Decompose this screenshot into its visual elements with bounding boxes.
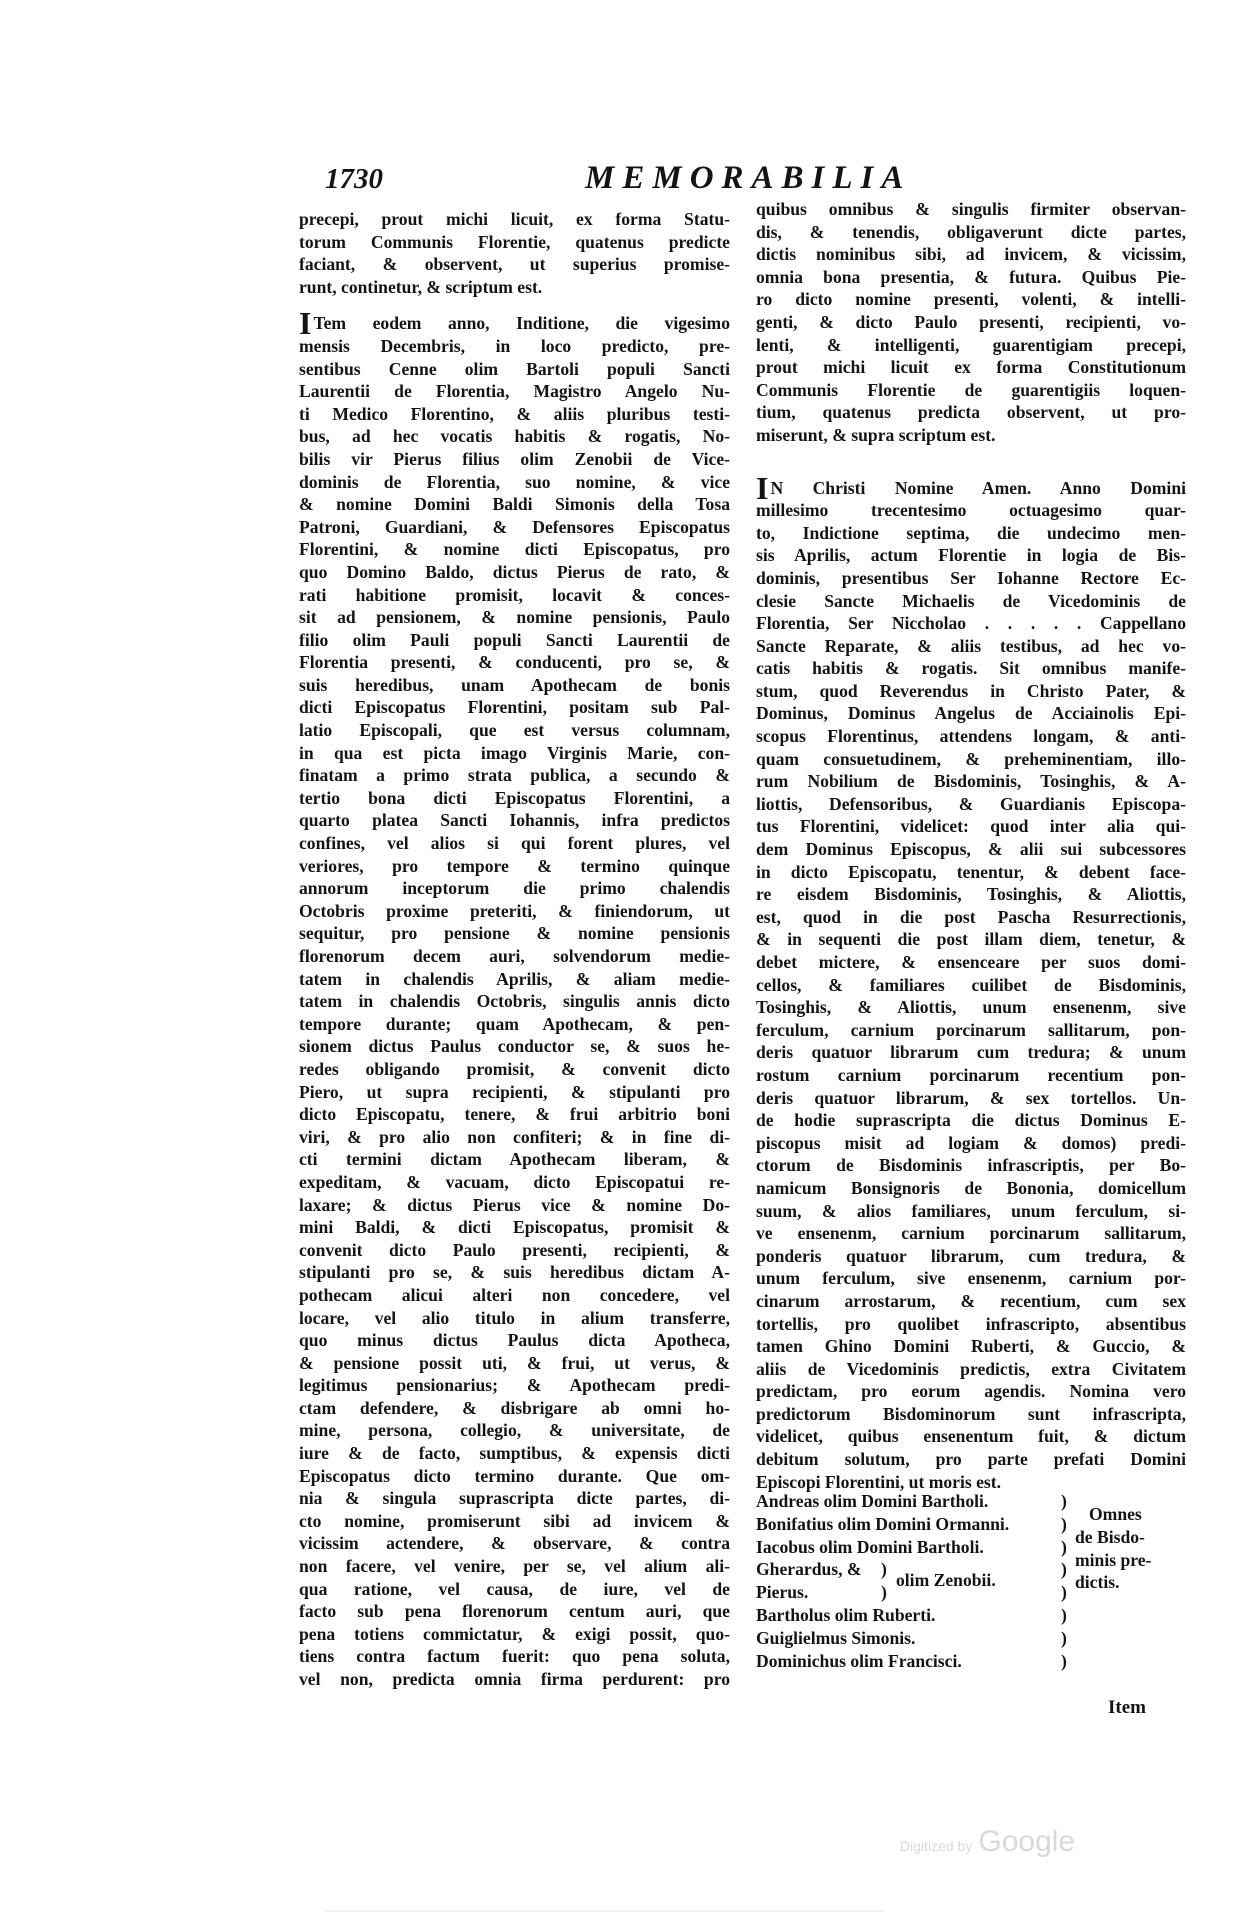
text-line: latio Episcopali, que est versus columnam,	[299, 720, 730, 741]
brace-glyph: )	[1061, 1513, 1067, 1534]
text-line: deris quatuor librarum, & sex tortellos. Un-	[756, 1087, 1186, 1108]
text-line: iure & de facto, sumptibus, & expensis dicti	[299, 1443, 730, 1464]
text-line: stipulanti pro se, & suis heredibus dictam A-	[299, 1262, 730, 1283]
name-row	[756, 1627, 1186, 1650]
drop-cap: I	[756, 469, 769, 506]
text-line: sentibus Cenne olim Bartoli populi Sancti	[299, 358, 730, 379]
text-line: stum, quod Reverendus in Christo Pater, &	[756, 680, 1186, 701]
text-line: tertio bona dicti Episcopatus Florentini, a	[299, 787, 730, 808]
text-line: Tem eodem anno, Inditione, die vigesimo	[313, 313, 730, 334]
text-line: pothecam alicui alteri non concedere, vel	[299, 1284, 730, 1305]
text-line: deris quatuor librarum cum tredura; & unum	[756, 1042, 1186, 1063]
text-line: & pensione possit uti, & frui, ut verus, &	[299, 1352, 730, 1373]
text-line: redes obligando promisit, & convenit dicto	[299, 1058, 730, 1079]
text-line: legitimus pensionarius; & Apothecam predi-	[299, 1375, 730, 1396]
text-line: ti Medico Florentino, & aliis pluribus testi-	[299, 403, 730, 424]
text-line: non facere, vel venire, per se, vel alium ali-	[299, 1556, 730, 1577]
text-line: nia & singula suprascripta dicte partes, di-	[299, 1488, 730, 1509]
text-line: Florentia, Ser Niccholao . . . . . Cappellano	[756, 613, 1186, 634]
text-line: filio olim Pauli populi Sancti Laurentii de	[299, 629, 730, 650]
text-line: convenit dicto Paulo presenti, recipienti, &	[299, 1239, 730, 1260]
text-line: sionem dictus Paulus conductor se, & suos he-	[299, 1036, 730, 1057]
text-line: sis Aprilis, actum Florentie in logia de Bis-	[756, 545, 1186, 566]
text-line: ctorum de Bisdominis infrascriptis, per Bo-	[756, 1155, 1186, 1176]
text-line: ferculum, carnium porcinarum sallitarum, pon-	[756, 1019, 1186, 1040]
text-line: pena totiens commictatur, & exigi possit, quo-	[299, 1623, 730, 1644]
text-line: tortellis, pro quolibet infrascripto, absentibus	[756, 1313, 1186, 1334]
text-line: & in sequenti die post illam diem, tenetur, &	[756, 929, 1186, 950]
text-line: Florentini, & nomine dicti Episcopatus, pro	[299, 539, 730, 560]
text-line: cellos, & familiares cuilibet de Bisdominis,	[756, 974, 1186, 995]
text-line: cto nomine, promiserunt sibi ad invicem &	[299, 1510, 730, 1531]
drop-cap: I	[299, 305, 312, 342]
note-line: Omnes	[1089, 1504, 1142, 1524]
text-line: N Christi Nomine Amen. Anno Domini	[770, 477, 1186, 498]
text-line: rostum carnium porcinarum recentium pon-	[756, 1064, 1186, 1085]
name-entry: Dominichus olim Francisci.	[756, 1650, 962, 1671]
text-line: annorum inceptorum die primo chalendis	[299, 878, 730, 899]
text-line: Episcopatus dicto termino durante. Que om-	[299, 1465, 730, 1486]
text-line: debet mictere, & ensenceare per suos domi-	[756, 952, 1186, 972]
catchword: Item	[1108, 1697, 1146, 1718]
text-line: liottis, Defensoribus, & Guardianis Episcopa-	[756, 793, 1186, 814]
text-line: quo Domino Baldo, dictus Pierus de rato, &	[299, 561, 730, 582]
brace-glyph: )	[881, 1559, 887, 1580]
text-line: Communis Florentie de guarentigiis loquen-	[756, 379, 1186, 400]
text-line: omnia bona presentia, & futura. Quibus Pie-	[756, 266, 1186, 287]
text-line: mine, persona, collegio, & universitate, de	[299, 1420, 730, 1441]
text-line: tamen Ghino Domini Ruberti, & Guccio, &	[756, 1336, 1186, 1357]
text-line: de hodie suprascripta die dictus Dominus E-	[756, 1110, 1186, 1131]
text-line: predictam, pro eorum agendis. Nomina vero	[756, 1381, 1186, 1402]
left-paragraph	[299, 305, 730, 1690]
text-line: ro dicto nomine presenti, volenti, & intelli-	[756, 289, 1186, 310]
left-continuation	[299, 208, 730, 298]
text-line: ctam defendere, & disbrigare ab omni ho-	[299, 1397, 730, 1418]
text-line: dicti Episcopatus Florentini, positam sub Pal-	[299, 697, 730, 718]
running-title: MEMORABILIA	[585, 160, 912, 196]
text-line: mensis Decembris, in loco predicto, pre-	[299, 335, 730, 356]
right-column	[756, 198, 1186, 1493]
text-line: quam consuetudinem, & preheminentiam, illo-	[756, 748, 1186, 769]
text-line: prout michi licuit ex forma Constitutionum	[756, 357, 1186, 378]
text-line: cti termini dictam Apothecam liberam, &	[299, 1149, 730, 1170]
text-line: scopus Florentinus, attendens longam, & anti-	[756, 726, 1186, 747]
text-line: florenorum decem auri, solvendorum medie-	[299, 946, 730, 966]
digitized-watermark	[900, 1825, 1075, 1859]
name-entry: Pierus.	[756, 1582, 809, 1603]
text-line: faciant, & observent, ut superius promise-	[299, 254, 730, 275]
text-line: vel non, predicta omnia firma perdurent: pro	[299, 1669, 730, 1689]
text-line: tium, quatenus predicta observent, ut pro-	[756, 402, 1186, 423]
text-line: Tosinghis, & Aliottis, unum ensenenm, sive	[756, 997, 1186, 1018]
text-line: clesie Sancte Michaelis de Vicedominis de	[756, 590, 1186, 611]
text-line: vicissim actendere, & observare, & contra	[299, 1533, 730, 1554]
text-line: Piero, ut supra recipienti, & stipulanti pro	[299, 1081, 730, 1102]
brace-glyph: )	[1061, 1627, 1067, 1648]
text-line: rum Nobilium de Bisdominis, Tosinghis, & A-	[756, 771, 1186, 792]
text-line: finatam a primo strata publica, a secundo &	[299, 765, 730, 786]
text-line: genti, & dicto Paulo presenti, recipienti, vo-	[756, 311, 1186, 332]
text-line: cinarum arrostarum, & recentium, cum sex	[756, 1290, 1186, 1311]
text-line: quo minus dictus Paulus dicta Apotheca,	[299, 1330, 730, 1351]
text-line: qua ratione, vel causa, de iure, vel de	[299, 1578, 730, 1599]
watermark-prefix: Digitized by	[900, 1838, 973, 1854]
name-entry: Gherardus, &	[756, 1559, 862, 1580]
text-line: Episcopi Florentini, ut moris est.	[756, 1471, 1002, 1492]
text-line: suis heredibus, unam Apothecam de bonis	[299, 674, 730, 695]
text-line: tus Florentini, videlicet: quod inter alia qui-	[756, 816, 1186, 837]
page-number: 1730	[325, 163, 383, 195]
note-line: dictis.	[1075, 1572, 1120, 1593]
left-column	[299, 208, 730, 1691]
text-line: laxare; & dictus Pierus vice & nomine Do-	[299, 1194, 730, 1215]
name-row	[756, 1650, 1186, 1673]
text-line: & nomine Domini Baldi Simonis della Tosa	[299, 494, 730, 515]
text-line: veriores, pro tempore & termino quinque	[299, 855, 730, 876]
text-line: quarto platea Sancti Iohannis, infra predictos	[299, 810, 730, 831]
text-line: lenti, & intelligenti, guarentigiam precepi,	[756, 334, 1186, 355]
joint-name: olim Zenobii.	[896, 1570, 996, 1591]
text-line: runt, continetur, & scriptum est.	[299, 276, 543, 297]
text-line: dominis, presentibus Ser Iohanne Rectore Ec-	[756, 567, 1186, 588]
name-entry: Bartholus olim Ruberti.	[756, 1604, 936, 1625]
text-line: ve ensenenm, carnium porcinarum sallitarum,	[756, 1223, 1186, 1244]
text-line: tempore durante; quam Apothecam, & pen-	[299, 1013, 730, 1034]
text-line: viri, & pro alio non confiteri; & in fine di-	[299, 1126, 730, 1147]
text-line: namicum Bonsignoris de Bononia, domicellum	[756, 1177, 1186, 1198]
text-line: mini Baldi, & dicti Episcopatus, promisit &	[299, 1217, 730, 1238]
text-line: confines, vel alios si qui forent plures, vel	[299, 833, 730, 854]
text-line: sequitur, pro pensione & nomine pensionis	[299, 923, 730, 944]
text-line: aliis de Vicedominis predictis, extra Civitatem	[756, 1358, 1186, 1379]
text-line: millesimo trecentesimo octuagesimo quar-	[756, 500, 1186, 521]
text-line: est, quod in die post Pascha Resurrectionis,	[756, 906, 1186, 927]
name-entry: Andreas olim Domini Bartholi.	[756, 1491, 989, 1511]
text-line: piscopus misit ad logiam & domos) predi-	[756, 1132, 1186, 1153]
text-line: Florentia presenti, & conducenti, pro se, &	[299, 652, 730, 673]
name-row	[756, 1604, 1186, 1627]
text-line: in qua est picta imago Virginis Marie, con-	[299, 742, 730, 763]
brace-glyph: )	[1061, 1582, 1067, 1603]
name-entry: Iacobus olim Domini Bartholi.	[756, 1536, 984, 1557]
names-note	[1075, 1503, 1165, 1594]
text-line: precepi, prout michi licuit, ex forma Statu-	[299, 209, 730, 229]
text-line: in dicto Episcopatu, tenentur, & debent face-	[756, 861, 1186, 882]
brace-glyph: )	[1061, 1604, 1067, 1625]
text-line: Dominus, Dominus Angelus de Acciainolis Epi-	[756, 703, 1186, 724]
text-line: dicto Episcopatu, tenere, & frui arbitrio boni	[299, 1104, 730, 1125]
right-continuation	[756, 198, 1186, 447]
text-line: to, Indictione septima, die undecimo men-	[756, 522, 1186, 543]
brace-glyph: )	[881, 1582, 887, 1603]
text-line: debitum solutum, pro parte prefati Domini	[756, 1449, 1186, 1470]
text-line: torum Communis Florentie, quatenus predicte	[299, 231, 730, 252]
text-line: expeditam, & vacuam, dicto Episcopatui re-	[299, 1171, 730, 1192]
text-line: quibus omnibus & singulis firmiter observan-	[756, 199, 1186, 219]
page-edge-rule	[325, 1910, 885, 1912]
text-line: sit ad pensionem, & nomine pensionis, Paulo	[299, 607, 730, 628]
text-line: videlicet, quibus ensenentum fuit, & dictum	[756, 1426, 1186, 1447]
watermark-brand: Google	[978, 1825, 1076, 1858]
text-line: locare, vel alio titulo in alium transferre,	[299, 1307, 730, 1328]
text-line: bilis vir Pierus filius olim Zenobii de Vice-	[299, 448, 730, 469]
text-line: miserunt, & supra scriptum est.	[756, 424, 996, 445]
text-line: suum, & alios familiares, unum ferculum, si-	[756, 1200, 1186, 1221]
text-line: dominis de Florentia, suo nomine, & vice	[299, 471, 730, 492]
text-line: re eisdem Bisdominis, Tosinghis, & Aliottis,	[756, 884, 1186, 905]
text-line: dem Dominus Episcopus, & alii sui subcessores	[756, 839, 1186, 860]
text-line: facto sub pena florenorum centum auri, que	[299, 1601, 730, 1622]
text-line: Laurentii de Florentia, Magistro Angelo Nu-	[299, 381, 730, 402]
text-line: unum ferculum, sive ensenenm, carnium por-	[756, 1268, 1186, 1289]
text-line: bus, ad hec vocatis habitis & rogatis, No-	[299, 426, 730, 447]
text-line: Sancte Reparate, & aliis testibus, ad hec vo-	[756, 635, 1186, 656]
name-entry: Guiglielmus Simonis.	[756, 1627, 916, 1648]
text-line: predictorum Bisdominorum sunt infrascripta,	[756, 1403, 1186, 1424]
right-paragraph	[756, 469, 1186, 1494]
text-line: catis habitis & rogatis. Sit omnibus manife-	[756, 658, 1186, 679]
text-line: dictis nominibus sibi, ad invicem, & vicissim,	[756, 244, 1186, 265]
text-line: dis, & tenendis, obligaverunt dicte partes,	[756, 221, 1186, 242]
text-line: Patroni, Guardiani, & Defensores Episcopatus	[299, 516, 730, 537]
text-line: Octobris proxime preteriti, & finiendorum, ut	[299, 900, 730, 921]
note-line: minis pre-	[1075, 1549, 1152, 1570]
brace-glyph: )	[1061, 1536, 1067, 1557]
text-line: rati habitione promisit, locavit & conces-	[299, 584, 730, 605]
brace-glyph: )	[1061, 1491, 1067, 1511]
brace-glyph: )	[1061, 1559, 1067, 1580]
note-line: de Bisdo-	[1075, 1526, 1145, 1547]
text-line: tatem in chalendis Aprilis, & aliam medie-	[299, 968, 730, 989]
text-line: tatem in chalendis Octobris, singulis annis dicto	[299, 991, 730, 1012]
text-line: ponderis quatuor librarum, cum tredura, &	[756, 1245, 1186, 1266]
name-entry: Bonifatius olim Domini Ormanni.	[756, 1513, 1010, 1534]
text-line: tiens contra factum fuerit: quo pena soluta,	[299, 1646, 730, 1667]
brace-glyph: )	[1061, 1650, 1067, 1671]
